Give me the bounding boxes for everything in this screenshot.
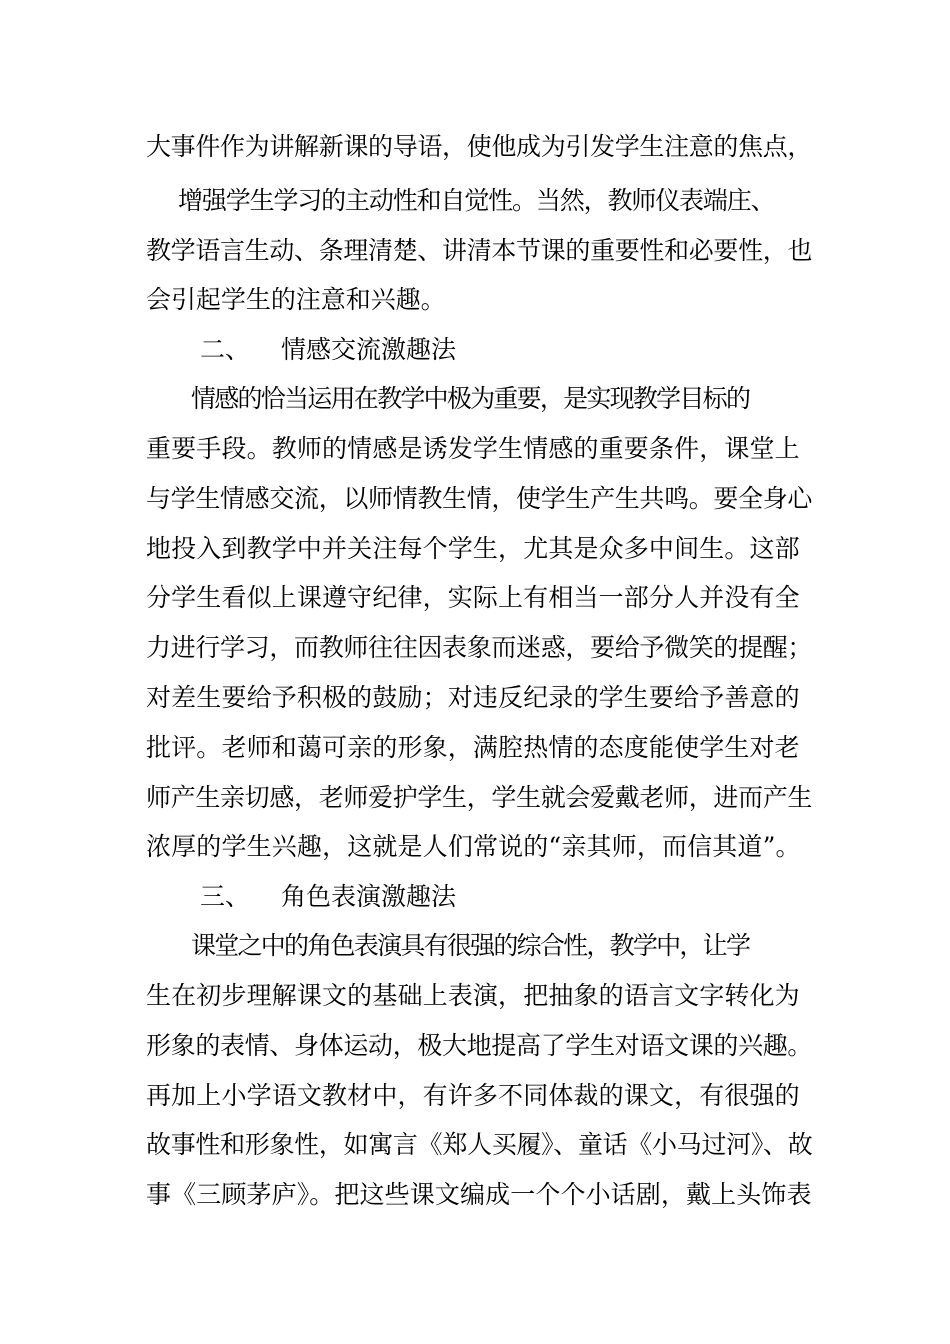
paragraph-line: 分学生看似上课遵守纪律，实际上有相当一部分人并没有全 — [146, 583, 800, 612]
paragraph-line: 形象的表情、身体运动，极大地提高了学生对语文课的兴趣。 — [146, 1031, 813, 1060]
paragraph-line: 批评。老师和蔼可亲的形象，满腔热情的态度能使学生对老 — [146, 733, 800, 762]
paragraph-line: 再加上小学语文教材中，有许多不同体裁的课文，有很强的 — [146, 1081, 800, 1110]
paragraph-line: 对差生要给予积极的鼓励；对违反纪录的学生要给予善意的 — [146, 683, 800, 712]
paragraph-line: 课堂之中的角色表演具有很强的综合性，教学中，让学 — [191, 931, 750, 960]
paragraph-line: 力进行学习，而教师往往因表象而迷惑，要给予微笑的提醒； — [146, 633, 813, 662]
paragraph-line: 情感的恰当运用在教学中极为重要，是实现教学目标的 — [191, 384, 750, 413]
paragraph-line: 事《三顾茅庐》。把这些课文编成一个个小话剧，戴上头饰表 — [146, 1180, 812, 1209]
paragraph-line: 故事性和形象性，如寓言《郑人买履》、童话《小马过河》、故 — [146, 1130, 813, 1159]
paragraph-line: 会引起学生的注意和兴趣。 — [146, 285, 446, 314]
paragraph-line: 大事件作为讲解新课的导语，使他成为引发学生注意的焦点， — [146, 132, 813, 161]
section-number: 三、 — [200, 882, 251, 911]
paragraph-line: 重要手段。教师的情感是诱发学生情感的重要条件，课堂上 — [146, 434, 800, 463]
paragraph-line: 浓厚的学生兴趣，这就是人们常说的“亲其师，而信其道”。 — [146, 832, 801, 861]
paragraph-line: 增强学生学习的主动性和自觉性。当然，教师仪表端庄、 — [178, 186, 775, 215]
section-title: 情感交流激趣法 — [281, 335, 457, 364]
paragraph-line: 生在初步理解课文的基础上表演，把抽象的语言文字转化为 — [146, 981, 800, 1010]
section-number: 二、 — [200, 335, 251, 364]
section-title: 角色表演激趣法 — [281, 882, 457, 911]
paragraph-line: 教学语言生动、条理清楚、讲清本节课的重要性和必要性，也 — [146, 236, 813, 265]
paragraph-line: 与学生情感交流，以师情教生情，使学生产生共鸣。要全身心 — [146, 484, 813, 513]
paragraph-line: 师产生亲切感，老师爱护学生，学生就会爱戴老师，进而产生 — [146, 783, 813, 812]
paragraph-line: 地投入到教学中并关注每个学生，尤其是众多中间生。这部 — [146, 534, 800, 563]
